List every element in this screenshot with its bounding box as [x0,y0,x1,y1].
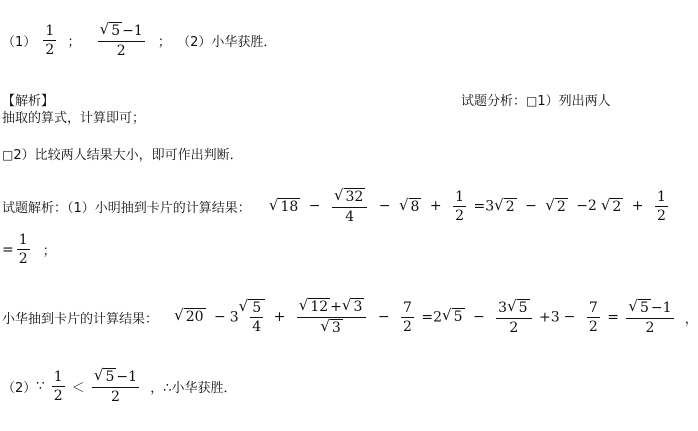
equals-2: =2 [421,309,443,326]
radicand: 5 [453,309,463,326]
radicand: 8 [410,198,420,215]
because-symbol: ∵ [36,378,45,394]
less-than: ＜ [71,380,85,396]
numerator: 1 [52,369,65,387]
radical-sign: √ [99,20,110,38]
denominator: 2 [111,388,120,405]
radicand: 12 [310,299,329,315]
denominator: 2 [18,251,28,268]
missing-glyph-box: □ [2,148,14,162]
analysis-line3 [2,144,243,163]
coefficient: 3 [498,299,508,316]
numerator: 7 [587,300,600,318]
fraction-one-half [52,369,65,404]
minus: − [472,309,485,326]
radical-sign: √ [600,195,611,214]
semicolon: ； [42,244,56,260]
comma: ， [684,311,698,327]
radical-sign: √ [298,296,309,314]
fraction-sqrt5-minus-1-over-2 [98,22,145,59]
xiaohua-expression [174,298,676,337]
radical-sign: √ [93,366,104,384]
xiaohua-intro: 小华抽到卡片的计算结果： [2,311,159,327]
xiaohua-line [2,298,698,337]
radicand: 5 [111,23,121,39]
fraction-sqrt12-plus-sqrt3-over-sqrt3 [297,298,367,337]
comparison-line [2,368,236,405]
fraction-sqrt5-minus-1-over-2 [626,296,673,336]
analysis-label: 试题分析： [461,94,527,109]
radicand: 5 [105,369,115,385]
minus: − [378,198,391,215]
numerator [98,22,145,42]
denominator: 2 [645,319,655,336]
analysis-step1: 1）列出两人 [537,94,611,109]
numerator [92,368,139,388]
sqrt-2 [545,195,567,216]
answer-line [2,22,276,59]
radicand: 2 [505,198,515,215]
numerator: 1 [655,189,668,207]
equals: = [2,241,14,258]
sqrt-five-fourths [239,299,265,335]
radical-sign: √ [494,195,504,214]
denominator: 2 [588,318,598,335]
separator: ； [157,34,171,50]
answer-part2: （2）小华获胜． [177,34,277,50]
answer-part1-label: （1） [2,34,37,50]
denominator: 2 [53,387,63,404]
fraction-one-half [17,232,30,267]
fraction-7-over-2 [401,300,414,335]
fraction-3sqrt5-over-2 [496,296,531,336]
sqrt-five [100,22,122,40]
xiaoming-line [2,188,671,225]
minus: − [377,309,390,326]
minus-one: −1 [116,368,138,385]
radical-sign: √ [545,195,555,214]
analysis-right [461,90,611,109]
radical-sign: √ [341,296,352,314]
numerator [626,296,673,319]
analysis-step2: 2）比较两人结果大小，即可作出判断． [13,148,243,163]
minus: − [308,198,321,215]
sqrt-18 [268,195,300,216]
sqrt-2 [494,195,516,216]
radicand: 2 [612,198,622,215]
numerator: 1 [17,232,30,250]
minus: − [525,198,537,215]
radicand: 32 [345,189,364,205]
fraction-one-half [655,189,668,224]
plus: + [273,309,286,326]
plus: + [429,198,442,215]
missing-glyph-box: □ [526,94,538,108]
plus: + [631,198,644,215]
fraction-sqrt5-minus-1-over-2 [92,368,139,405]
numerator: 5 [250,300,263,318]
denominator: 2 [45,41,55,58]
denominator: 2 [403,318,412,335]
radical-sign: √ [333,186,344,204]
fraction-one-half [43,23,56,58]
radical-sign: √ [320,316,330,335]
numerator [496,296,531,319]
radicand: 2 [556,198,566,215]
radical-sign: √ [442,306,452,325]
plus-3: +3 [539,309,560,326]
radical-sign: √ [628,296,638,315]
xiaoming-result [2,232,56,267]
fraction-7-over-2 [587,300,600,335]
numerator: 1 [43,23,56,41]
equals: = [607,309,619,326]
sqrt-8 [398,195,421,216]
sqrt-2 [600,195,623,216]
sqrt-20 [174,308,205,326]
denominator: 2 [509,319,519,336]
minus: − [214,309,226,326]
denominator: 2 [656,207,666,224]
numerator [297,298,367,318]
fraction-sqrt32-over-4 [332,188,367,225]
radicand: 18 [280,198,299,215]
analysis-header: 【解析】 [2,94,55,109]
solution-intro: 试题解析：（1）小明抽到卡片的计算结果： [2,200,251,216]
radical-sign: √ [238,297,249,316]
radical-sign: √ [174,306,184,325]
radicand: 3 [331,319,341,336]
analysis-line2: 抽取的算式，计算即可； [2,111,146,126]
minus-one: −1 [650,299,672,316]
radicand: 20 [185,309,204,326]
sqrt-5 [442,308,464,326]
denominator: 4 [252,319,262,336]
minus-2: −2 [576,198,597,215]
minus: − [563,309,576,326]
separator: ； [67,34,81,50]
denominator: 2 [455,207,465,224]
radicand: 5 [518,299,528,316]
radical-sign: √ [398,195,409,214]
equals-3: =3 [473,198,495,215]
numerator: 7 [401,300,414,318]
fraction-one-half [453,189,466,224]
xiaoming-expression [269,188,671,225]
numerator: 1 [453,189,466,207]
denominator: 4 [345,208,355,225]
minus-one: −1 [122,22,143,39]
radicand: 3 [353,299,363,315]
coefficient: 3 [229,309,239,326]
radical-sign: √ [268,195,279,214]
plus: + [330,298,342,315]
part2-label: （2） [2,380,37,396]
denominator: 2 [116,42,126,59]
radical-sign: √ [507,296,517,315]
numerator [332,188,367,208]
denominator [318,318,344,337]
radicand: 5 [639,299,649,316]
conclusion: ，∴小华获胜． [150,380,237,396]
